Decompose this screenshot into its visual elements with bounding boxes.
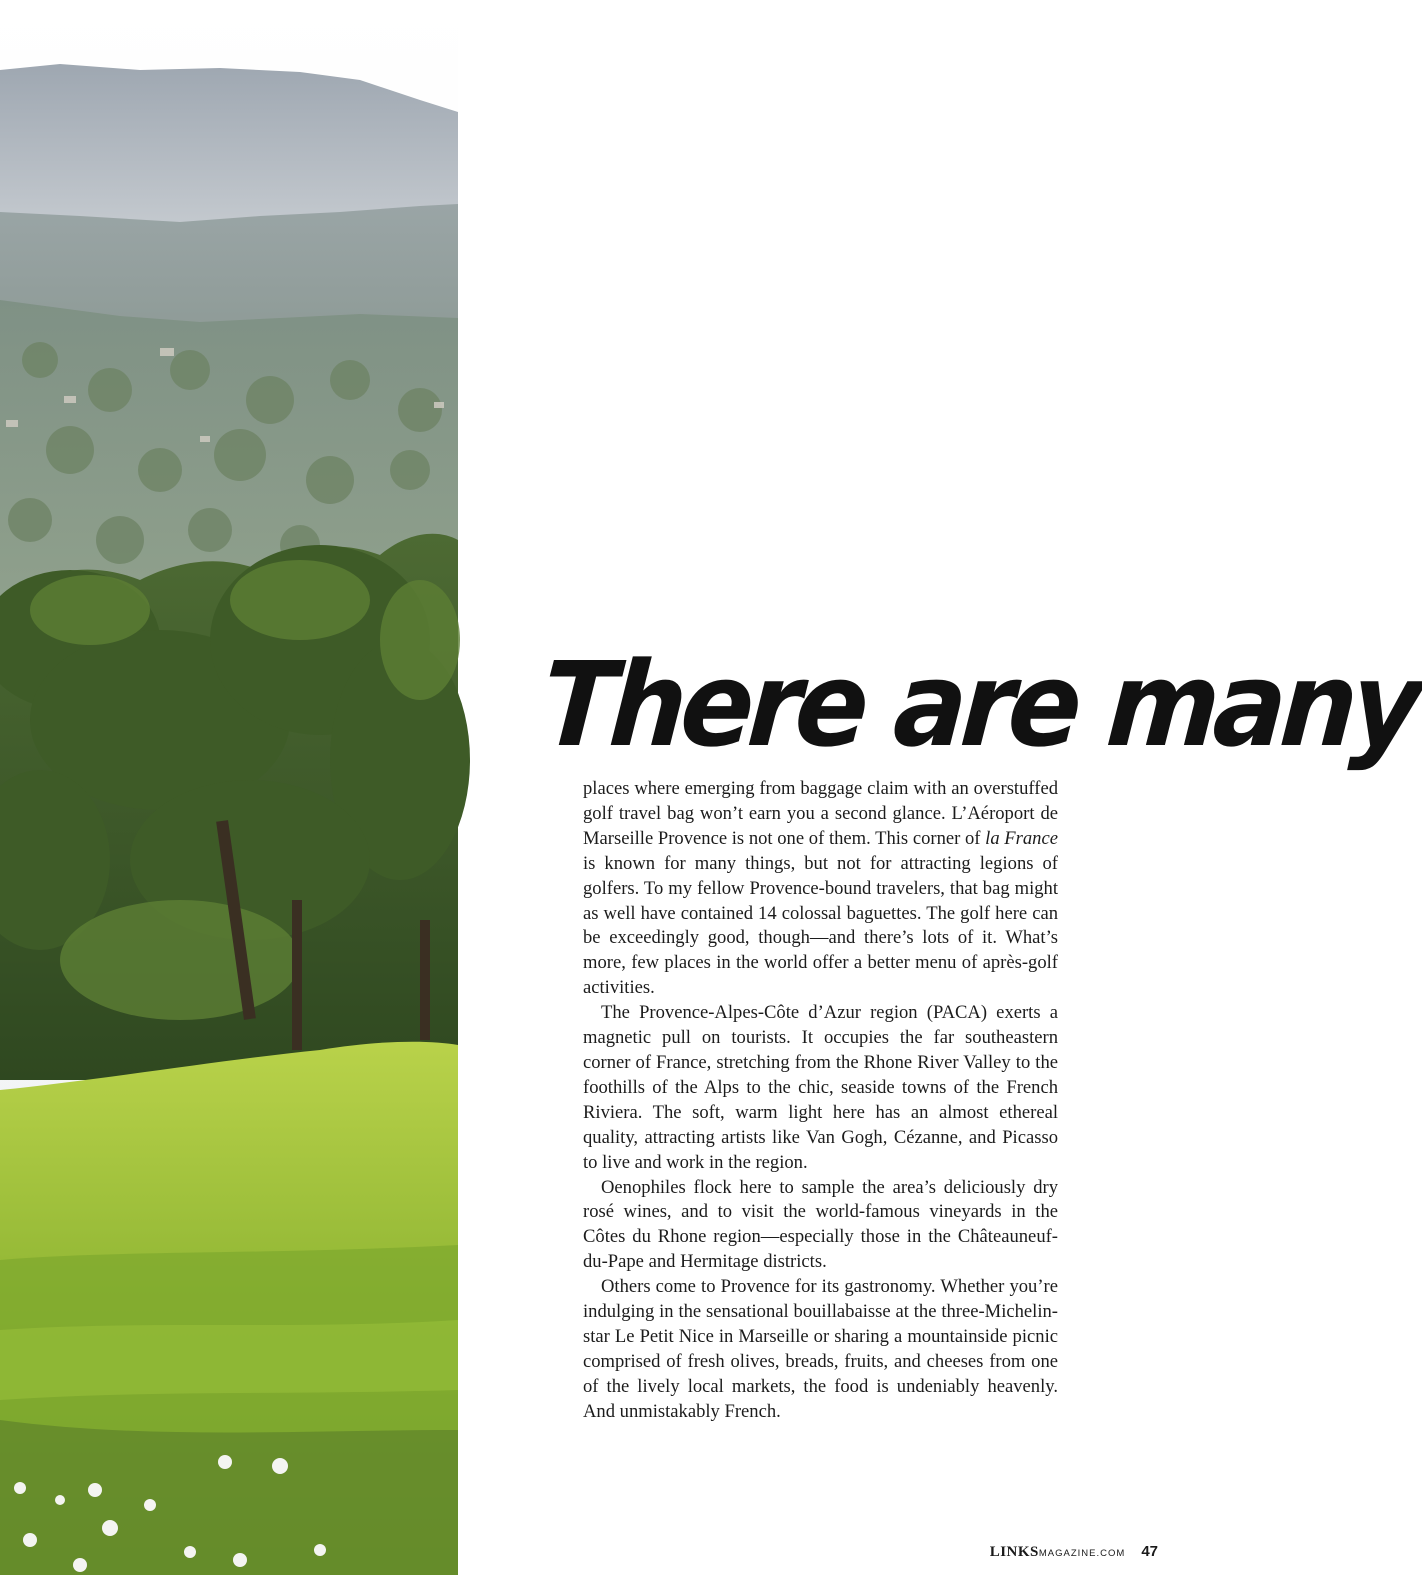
brand-name: LINKS <box>989 1544 1039 1560</box>
article-body <box>583 777 1058 1425</box>
paragraph: Others come to Provence for its gastronomy. Whether you’re indulging in the sensational bouillabaisse at the three-Michelin-star Le Petit Nice in Marseille or sharing a mountainside picnic comprised of fresh olives, breads, fruits, and cheeses from one of the lively local markets, the food is undeniably heavenly. And unmistakably French. <box>583 1276 1058 1422</box>
paragraph <box>583 777 1058 1001</box>
site-suffix: MAGAZINE.COM <box>1038 1548 1126 1559</box>
paragraph: Oenophiles flock here to sample the area’s deliciously dry rosé wines, and to visit the world-famous vineyards in the Côtes du Rhone region—especially those in the Châteauneuf-du-Pape and Hermitage districts. <box>583 1176 1058 1273</box>
paragraph-text: places where emerging from baggage claim with an overstuffed golf travel bag won’t earn you a second glance. L’Aéroport de Marseille Provence is not one of them. This corner of <box>583 778 1058 849</box>
paragraph-text: is known for many things, but not for attracting legions of golfers. To my fellow Provence-bound travelers, that bag might as well have contained 14 colossal baguettes. The golf here can be exceedingly good, though—and there’s lots of it. What’s more, few places in the world offer a better menu of après-golf activities. <box>583 852 1058 999</box>
emphasis-text: la France <box>985 827 1058 849</box>
headline: There are many <box>537 638 1421 774</box>
page-number: 47 <box>1141 1543 1158 1560</box>
paragraph: The Provence-Alpes-Côte d’Azur region (PACA) exerts a magnetic pull on tourists. It occupies the far southeastern corner of France, stretching from the Rhone River Valley to the foothills of the Alps to the chic, seaside towns of the French Riviera. The soft, warm light here has an almost ethereal quality, attracting artists like Van Gogh, Cézanne, and Picasso to live and work in the region. <box>583 1002 1058 1173</box>
page-footer <box>990 1543 1158 1561</box>
landscape-photo <box>0 0 458 1575</box>
golf-course-landscape-image <box>0 0 458 1575</box>
publication-name <box>990 1543 1126 1561</box>
